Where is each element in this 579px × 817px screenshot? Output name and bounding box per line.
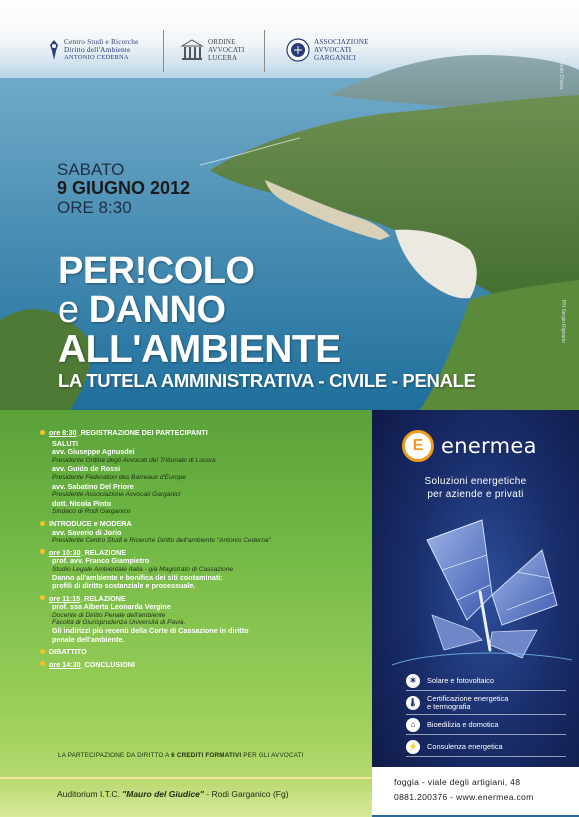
event-day: SABATO — [57, 160, 125, 179]
venue-location: - Rodi Garganico (Fg) — [206, 789, 289, 799]
event-date: 9 GIUGNO 2012 — [57, 178, 191, 198]
speaker-role: Docente di Diritto Penale dell'ambiente — [52, 611, 166, 619]
time-label: ore 8:30 — [49, 428, 77, 437]
session-label: _REGISTRAZIONE DEI PARTECIPANTI — [76, 428, 208, 437]
event-time: ORE 8:30 — [57, 198, 132, 217]
speaker-name: avv. Guido de Rossi — [52, 464, 121, 474]
solar-sun-icon: ☀ — [406, 674, 420, 688]
venue-name: "Mauro del Giudice" — [122, 789, 204, 799]
talk-topic: Danno all'ambiente e bonifica dei siti contaminati: — [52, 572, 223, 582]
speaker-role: Studio Legale Ambientale Italia - già Magistrato di Cassazione — [52, 565, 234, 573]
event-title — [58, 252, 341, 370]
centro-studi-emblem-icon — [48, 39, 60, 61]
section-label: SALUTI — [52, 438, 78, 448]
enermea-logo-icon: E — [402, 430, 434, 462]
talk-topic: Gli indirizzi più recenti della Corte di Cassazione in diritto — [52, 626, 249, 636]
logo-text-line: Centro Studi e Ricerche — [64, 37, 139, 46]
speaker-item — [40, 465, 364, 481]
bullet-icon — [40, 595, 45, 600]
service-label: e termografia — [427, 702, 471, 711]
photo-credit: PH Sergio Rignano — [560, 300, 566, 343]
speaker-role: Presidente Centro Studi e Ricerche Diritto dell'ambiente "Antonio Cederna" — [52, 537, 271, 545]
bullet-icon — [40, 521, 45, 526]
photo-credit: Photo Chiara — [558, 60, 564, 90]
speaker-name: prof. ssa Alberta Leonarda Vergine — [52, 602, 171, 612]
logo-text-line: ANTONIO CEDERNA — [64, 54, 129, 61]
logo-centro-studi — [48, 38, 139, 62]
sponsor-brand — [402, 430, 537, 462]
divider — [264, 30, 265, 72]
credits-count: 6 CREDITI FORMATIVI — [171, 752, 242, 759]
logo-text-line: ORDINE — [208, 38, 236, 46]
speaker-role: Sindaco di Rodi Garganico — [52, 508, 131, 516]
time-label: ore 10:30 — [49, 547, 81, 557]
logo-associazione — [286, 38, 369, 62]
service-label: Solare e fotovoltaico — [427, 676, 494, 685]
service-label: Bioedilizia e domotica — [427, 720, 499, 729]
talk-topic: profili di diritto sostanziale e processuale. — [52, 581, 196, 591]
sponsor-tagline: Soluzioni energetiche — [424, 476, 527, 487]
sponsor-brand-name: enermea — [441, 434, 537, 458]
service-item — [406, 738, 566, 757]
program-item-conclusioni — [40, 661, 364, 670]
speaker-name: avv. Giuseppe Agnusdei — [52, 447, 135, 457]
speaker-role: Presidente Ordine degli Avvocati del Tribunale di Lucera — [52, 456, 216, 464]
talk-topic: penale dell'ambiente. — [52, 634, 125, 644]
speaker-item — [40, 500, 364, 516]
speaker-name: prof. avv. Franco Giampietro — [52, 556, 150, 566]
venue-text — [57, 789, 289, 799]
title-line-2 — [58, 290, 341, 330]
title-word-danno: DANNO — [88, 289, 226, 331]
program-item-dibattito — [40, 648, 364, 657]
speaker-role: Presidente Federation des Barreaux d'Europe — [52, 473, 186, 481]
sponsor-address: foggia - viale degli artigiani, 48 — [394, 777, 521, 787]
service-item — [406, 716, 566, 735]
section-label: DIBATTITO — [49, 647, 87, 657]
credits-note — [58, 752, 304, 759]
energy-meter-icon: ⚡ — [406, 740, 420, 754]
program-item-relazione-2 — [40, 595, 364, 645]
time-label: ore 11:15 — [49, 593, 81, 603]
event-subtitle: LA TUTELA AMMINISTRATIVA - CIVILE - PENALE — [58, 370, 476, 391]
logo-text-line: AVVOCATI — [208, 46, 245, 54]
credits-note-text: LA PARTECIPAZIONE DA DIRITTO A — [58, 752, 170, 759]
bullet-icon — [40, 661, 45, 666]
program-list — [40, 429, 364, 669]
sponsor-contacts — [372, 767, 579, 815]
speaker-name: avv. Saverio di Jorio — [52, 527, 122, 537]
sponsor-ad — [372, 410, 579, 815]
logo-text-line: Diritto dell'Ambiente — [64, 45, 131, 54]
logo-ordine-avvocati — [180, 38, 244, 62]
program-item-registration — [40, 429, 364, 438]
service-label: Consulenza energetica — [427, 742, 503, 751]
logo-text-line: GARGANICI — [314, 54, 357, 62]
credits-note-text: PER GLI AVVOCATI — [243, 752, 304, 759]
solar-butterfly-illustration — [372, 500, 579, 670]
thermometer-icon: 🌡 — [406, 696, 420, 710]
session-label: _CONCLUSIONI — [80, 659, 135, 669]
venue-bar — [0, 777, 372, 817]
ordine-avvocati-building-icon — [180, 39, 204, 61]
service-item — [406, 692, 566, 715]
speaker-item — [40, 448, 364, 464]
section-label: INTRODUCE e MODERA — [49, 518, 132, 528]
time-label: ore 14:30 — [49, 659, 81, 669]
associazione-seal-icon — [286, 38, 310, 62]
service-label: Certificazione energetica — [427, 694, 509, 703]
bullet-icon — [40, 430, 45, 435]
speaker-name: dott. Nicola Pinto — [52, 498, 112, 508]
bullet-icon — [40, 649, 45, 654]
event-date-block — [57, 160, 190, 217]
speaker-role: Presidente Associazione Avvocati Garganici — [52, 491, 181, 499]
house-icon: ⌂ — [406, 718, 420, 732]
speaker-name: avv. Sabatino Del Priore — [52, 481, 134, 491]
service-item — [406, 672, 566, 691]
title-line-1: PER!COLO — [58, 250, 255, 292]
logo-text-line: ASSOCIAZIONE — [314, 38, 369, 46]
program-item-moderator — [40, 520, 364, 545]
bullet-icon — [40, 549, 45, 554]
venue-prefix: Auditorium I.T.C. — [57, 789, 120, 799]
program-item-relazione-1 — [40, 549, 364, 591]
divider — [163, 30, 164, 72]
sponsor-tagline: per aziende e privati — [427, 489, 524, 500]
session-label: _RELAZIONE — [80, 593, 126, 603]
session-label: _RELAZIONE — [80, 547, 127, 557]
logo-text-line: AVVOCATI — [314, 46, 352, 54]
logo-text-line: LUCERA — [208, 54, 238, 62]
title-line-3: ALL'AMBIENTE — [58, 328, 341, 371]
title-conjunction: e — [58, 289, 79, 331]
logos-bar — [0, 0, 579, 78]
speaker-item — [40, 483, 364, 499]
speaker-role: Facoltà di Giurisprudenza Università di Pavia. — [52, 619, 186, 627]
sponsor-phone-web: 0881.200376 - www.enermea.com — [394, 792, 534, 802]
